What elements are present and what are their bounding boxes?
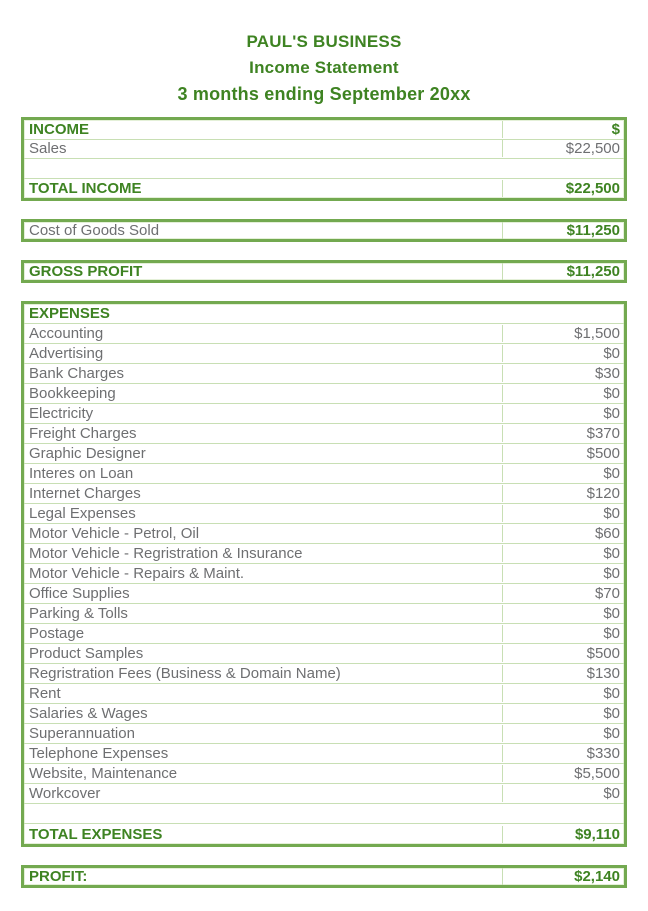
expense-value: $120 (502, 485, 624, 502)
expense-label: Electricity (29, 405, 94, 422)
business-name: PAUL'S BUSINESS (246, 32, 402, 51)
gross-profit-value: $11,250 (502, 263, 624, 280)
expense-value: $5,500 (502, 765, 624, 782)
total-expenses-label: TOTAL EXPENSES (29, 825, 163, 843)
income-row-label: Sales (29, 140, 67, 158)
total-income-label: TOTAL INCOME (29, 179, 142, 197)
table-row-empty (24, 159, 624, 179)
income-header-row (24, 120, 624, 140)
expense-row (24, 344, 624, 364)
expense-label: Legal Expenses (29, 505, 136, 522)
expense-value: $0 (502, 505, 624, 522)
expenses-table (21, 301, 627, 847)
expense-value: $130 (502, 665, 624, 682)
expense-label: Internet Charges (29, 485, 141, 502)
expense-value: $0 (502, 705, 624, 722)
profit-box (21, 865, 627, 888)
expense-value: $0 (502, 405, 624, 422)
expense-label: Bank Charges (29, 365, 125, 382)
expense-label: Regristration Fees (Business & Domain Name) (29, 665, 341, 682)
expense-row (24, 384, 624, 404)
expense-label: Website, Maintenance (29, 765, 178, 782)
expense-label: Salaries & Wages (29, 705, 148, 722)
statement-title: Income Statement (249, 58, 399, 77)
expense-value: $0 (502, 465, 624, 482)
expense-value: $370 (502, 425, 624, 442)
expense-row (24, 784, 624, 804)
expense-row (24, 664, 624, 684)
income-table (21, 117, 627, 201)
expense-label: Graphic Designer (29, 445, 146, 462)
expense-row (24, 464, 624, 484)
expense-row (24, 484, 624, 504)
expense-label: Motor Vehicle - Regristration & Insurance (29, 545, 303, 562)
expense-value: $0 (502, 685, 624, 702)
expense-row (24, 764, 624, 784)
expense-label: Superannuation (29, 725, 135, 742)
expense-value: $0 (502, 625, 624, 642)
profit-value: $2,140 (502, 868, 624, 885)
expense-label: Parking & Tolls (29, 605, 128, 622)
expense-value: $0 (502, 785, 624, 802)
income-header-currency: $ (502, 121, 624, 138)
total-income-value: $22,500 (502, 180, 624, 197)
expense-row (24, 624, 624, 644)
total-income-row (24, 179, 624, 199)
expense-row (24, 644, 624, 664)
expense-row (24, 684, 624, 704)
expense-row (24, 704, 624, 724)
income-header-label: INCOME (29, 120, 89, 138)
expense-value: $500 (502, 645, 624, 662)
expenses-header-label: EXPENSES (29, 305, 110, 322)
expense-row (24, 404, 624, 424)
expense-label: Rent (29, 685, 61, 702)
total-expenses-value: $9,110 (502, 826, 624, 843)
expense-label: Freight Charges (29, 425, 137, 442)
cogs-box (21, 219, 627, 242)
expense-label: Motor Vehicle - Repairs & Maint. (29, 565, 245, 582)
expense-row (24, 604, 624, 624)
expense-value: $0 (502, 545, 624, 562)
expense-row (24, 504, 624, 524)
expense-label: Advertising (29, 345, 104, 362)
expense-value: $60 (502, 525, 624, 542)
cogs-row (24, 222, 624, 239)
expense-label: Telephone Expenses (29, 745, 169, 762)
expense-label: Office Supplies (29, 585, 130, 602)
expense-row (24, 564, 624, 584)
profit-row (24, 868, 624, 885)
expense-row (24, 544, 624, 564)
expense-label: Postage (29, 625, 85, 642)
gross-profit-label: GROSS PROFIT (29, 263, 143, 280)
expense-value: $30 (502, 365, 624, 382)
expense-value: $500 (502, 445, 624, 462)
expense-label: Interes on Loan (29, 465, 134, 482)
expense-row (24, 364, 624, 384)
total-expenses-row (24, 824, 624, 844)
document-header (0, 0, 648, 108)
table-row (24, 140, 624, 160)
expense-row (24, 724, 624, 744)
expense-row (24, 424, 624, 444)
expense-value: $0 (502, 565, 624, 582)
expense-label: Motor Vehicle - Petrol, Oil (29, 525, 200, 542)
expenses-header-row (24, 304, 624, 324)
table-row-empty (24, 804, 624, 824)
expense-row (24, 324, 624, 344)
gross-profit-row (24, 263, 624, 280)
expense-value: $0 (502, 385, 624, 402)
expense-value: $1,500 (502, 325, 624, 342)
expense-row (24, 584, 624, 604)
expense-value: $0 (502, 725, 624, 742)
gross-profit-box (21, 260, 627, 283)
expense-row (24, 524, 624, 544)
expense-row (24, 744, 624, 764)
statement-period: 3 months ending September 20xx (177, 84, 471, 104)
expense-label: Product Samples (29, 645, 144, 662)
expense-value: $330 (502, 745, 624, 762)
profit-label: PROFIT: (29, 868, 88, 885)
expense-label: Workcover (29, 785, 101, 802)
expense-value: $0 (502, 605, 624, 622)
expense-label: Bookkeeping (29, 385, 116, 402)
expense-row (24, 444, 624, 464)
cogs-label: Cost of Goods Sold (29, 222, 160, 239)
expense-value: $0 (502, 345, 624, 362)
cogs-value: $11,250 (502, 222, 624, 239)
income-row-value: $22,500 (502, 140, 624, 157)
expense-value: $70 (502, 585, 624, 602)
expense-label: Accounting (29, 325, 104, 342)
